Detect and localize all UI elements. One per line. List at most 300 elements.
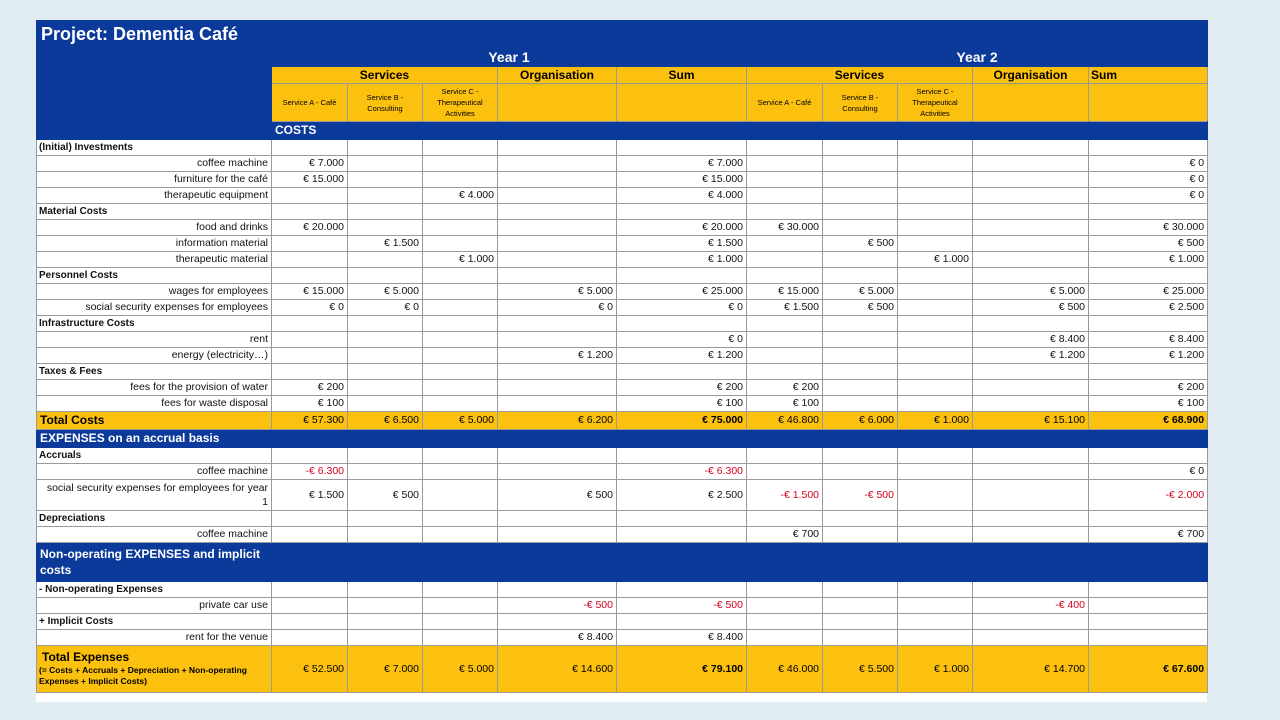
category-row <box>37 582 1208 598</box>
value-cell <box>498 220 617 236</box>
value-cell: € 0 <box>617 300 747 316</box>
value-cell: € 15.100 <box>973 412 1089 430</box>
table-row <box>37 630 1208 646</box>
value-cell: € 500 <box>1089 236 1208 252</box>
empty-cell <box>823 316 898 332</box>
value-cell <box>498 188 617 204</box>
value-cell <box>973 480 1089 511</box>
section-row <box>37 543 1208 582</box>
value-cell <box>423 598 498 614</box>
row-label: coffee machine <box>37 156 272 172</box>
value-cell <box>423 300 498 316</box>
empty-cell <box>348 511 423 527</box>
empty-cell <box>898 614 973 630</box>
empty-cell <box>423 364 498 380</box>
empty-cell <box>272 204 348 220</box>
value-cell: € 6.200 <box>498 412 617 430</box>
value-cell: € 75.000 <box>617 412 747 430</box>
empty-cell <box>1089 140 1208 156</box>
value-cell <box>272 252 348 268</box>
empty-cell <box>498 448 617 464</box>
value-cell <box>898 284 973 300</box>
row-label: coffee machine <box>37 527 272 543</box>
category-row <box>37 140 1208 156</box>
empty-cell <box>617 204 747 220</box>
section-fill <box>348 122 1208 140</box>
empty-cell <box>272 316 348 332</box>
value-cell <box>823 630 898 646</box>
empty-cell <box>898 316 973 332</box>
value-cell: -€ 400 <box>973 598 1089 614</box>
value-cell <box>747 172 823 188</box>
service-header <box>423 84 498 122</box>
category-label: Material Costs <box>37 204 272 220</box>
empty-cell <box>423 614 498 630</box>
service-header-line: Consulting <box>842 103 878 113</box>
row-label: therapeutic material <box>37 252 272 268</box>
value-cell <box>498 172 617 188</box>
value-cell: € 5.000 <box>498 284 617 300</box>
category-label: Depreciations <box>37 511 272 527</box>
empty-cell <box>823 204 898 220</box>
value-cell <box>1089 598 1208 614</box>
value-cell: € 8.400 <box>1089 332 1208 348</box>
empty-cell <box>1089 448 1208 464</box>
value-cell <box>272 188 348 204</box>
category-row <box>37 364 1208 380</box>
value-cell: € 6.000 <box>823 412 898 430</box>
empty-cell <box>898 364 973 380</box>
service-header-line: Activities <box>445 109 475 118</box>
value-cell <box>348 380 423 396</box>
row-label: energy (electricity…) <box>37 348 272 364</box>
section-title: COSTS <box>272 122 348 140</box>
value-cell: € 0 <box>272 300 348 316</box>
value-cell <box>747 252 823 268</box>
category-row <box>37 268 1208 284</box>
category-label: Personnel Costs <box>37 268 272 284</box>
value-cell <box>423 220 498 236</box>
value-cell <box>898 300 973 316</box>
empty-cell <box>898 582 973 598</box>
empty-cell <box>617 614 747 630</box>
value-cell: € 8.400 <box>617 630 747 646</box>
value-cell: € 5.000 <box>973 284 1089 300</box>
value-cell: € 1.500 <box>272 480 348 511</box>
value-cell: -€ 500 <box>617 598 747 614</box>
value-cell: € 8.400 <box>498 630 617 646</box>
empty-cell <box>898 268 973 284</box>
value-cell <box>423 630 498 646</box>
service-header-line: Service B - <box>841 92 879 102</box>
value-cell: € 700 <box>747 527 823 543</box>
row-label: food and drinks <box>37 220 272 236</box>
table-row <box>37 332 1208 348</box>
value-cell: € 46.800 <box>747 412 823 430</box>
value-cell: € 1.200 <box>617 348 747 364</box>
value-cell <box>973 630 1089 646</box>
value-cell: € 1.000 <box>898 252 973 268</box>
value-cell: € 1.000 <box>1089 252 1208 268</box>
value-cell <box>423 172 498 188</box>
empty-cell <box>617 511 747 527</box>
value-cell: € 100 <box>1089 396 1208 412</box>
empty-cell <box>617 448 747 464</box>
section-title: EXPENSES on an accrual basis <box>37 430 272 448</box>
organisation-header-y1: Organisation <box>498 67 617 84</box>
value-cell: -€ 2.000 <box>1089 480 1208 511</box>
value-cell <box>272 630 348 646</box>
value-cell: € 200 <box>747 380 823 396</box>
value-cell: € 15.000 <box>747 284 823 300</box>
value-cell <box>617 527 747 543</box>
value-cell: € 1.200 <box>973 348 1089 364</box>
services-header-y1: Services <box>272 67 498 84</box>
value-cell: € 46.000 <box>747 646 823 693</box>
empty-cell <box>747 511 823 527</box>
empty-cell <box>1089 582 1208 598</box>
value-cell <box>898 527 973 543</box>
empty-cell <box>747 204 823 220</box>
empty-cell <box>973 204 1089 220</box>
empty-cell <box>823 582 898 598</box>
value-cell: € 1.500 <box>617 236 747 252</box>
empty-cell <box>423 268 498 284</box>
organisation-header-y2: Organisation <box>973 67 1089 84</box>
empty-cell <box>898 448 973 464</box>
row-label: therapeutic equipment <box>37 188 272 204</box>
value-cell <box>898 188 973 204</box>
value-cell: € 68.900 <box>1089 412 1208 430</box>
value-cell: € 1.000 <box>617 252 747 268</box>
value-cell <box>272 236 348 252</box>
empty-cell <box>498 511 617 527</box>
value-cell: -€ 1.500 <box>747 480 823 511</box>
section-row <box>37 430 1208 448</box>
value-cell <box>747 156 823 172</box>
value-cell: € 100 <box>272 396 348 412</box>
empty-cell <box>272 448 348 464</box>
service-header-line: Therapeutical <box>437 98 483 107</box>
value-cell <box>973 396 1089 412</box>
table-row <box>37 284 1208 300</box>
sum-header-y2: Sum <box>1089 67 1208 84</box>
value-cell: -€ 6.300 <box>617 464 747 480</box>
empty-cell <box>1089 614 1208 630</box>
empty-cell <box>498 316 617 332</box>
value-cell: € 14.600 <box>498 646 617 693</box>
section-fill <box>272 543 1208 582</box>
empty-cell <box>617 582 747 598</box>
value-cell <box>348 348 423 364</box>
value-cell: € 1.200 <box>1089 348 1208 364</box>
empty-cell <box>348 204 423 220</box>
value-cell: € 700 <box>1089 527 1208 543</box>
value-cell <box>423 380 498 396</box>
value-cell: € 0 <box>348 300 423 316</box>
empty-cell <box>973 140 1089 156</box>
value-cell <box>348 220 423 236</box>
value-cell: € 0 <box>498 300 617 316</box>
value-cell: € 200 <box>1089 380 1208 396</box>
total-costs-label: Total Costs <box>37 412 272 430</box>
table-row <box>37 252 1208 268</box>
value-cell <box>423 332 498 348</box>
service-header-line: Consulting <box>367 103 403 113</box>
services-header-y2: Services <box>747 67 973 84</box>
empty-cell <box>272 614 348 630</box>
service-header-line: Service A - Café <box>282 98 337 107</box>
service-header <box>747 84 823 122</box>
value-cell <box>747 332 823 348</box>
empty-cell <box>498 268 617 284</box>
empty-cell <box>898 511 973 527</box>
value-cell <box>747 348 823 364</box>
value-cell: € 200 <box>617 380 747 396</box>
value-cell: € 20.000 <box>617 220 747 236</box>
row-label: fees for the provision of water <box>37 380 272 396</box>
value-cell <box>348 527 423 543</box>
empty-cell <box>747 582 823 598</box>
empty-cell <box>423 140 498 156</box>
total-expenses-formula: (= Costs + Accruals + Depreciation + Non-operating Expenses + Implicit Costs) <box>39 664 247 686</box>
value-cell <box>973 380 1089 396</box>
year-1-header: Year 1 <box>272 48 747 67</box>
value-cell <box>498 236 617 252</box>
empty-cell <box>1089 364 1208 380</box>
value-cell <box>823 252 898 268</box>
empty-cell <box>272 140 348 156</box>
row-label: private car use <box>37 598 272 614</box>
category-row <box>37 511 1208 527</box>
value-cell <box>747 464 823 480</box>
value-cell: € 67.600 <box>1089 646 1208 693</box>
table-row <box>37 220 1208 236</box>
value-cell <box>898 156 973 172</box>
value-cell <box>898 220 973 236</box>
total-expenses-row <box>37 646 1208 693</box>
value-cell <box>348 172 423 188</box>
value-cell: € 14.700 <box>973 646 1089 693</box>
empty-cell <box>423 204 498 220</box>
value-cell <box>973 252 1089 268</box>
table-row <box>37 396 1208 412</box>
value-cell <box>272 598 348 614</box>
value-cell: € 100 <box>747 396 823 412</box>
value-cell: € 20.000 <box>272 220 348 236</box>
empty-cell <box>498 614 617 630</box>
value-cell <box>348 630 423 646</box>
value-cell: € 5.000 <box>348 284 423 300</box>
value-cell <box>973 220 1089 236</box>
value-cell: € 1.000 <box>898 646 973 693</box>
value-cell <box>973 236 1089 252</box>
value-cell <box>498 332 617 348</box>
empty-cell <box>1089 268 1208 284</box>
empty-cell <box>898 204 973 220</box>
empty-cell <box>498 364 617 380</box>
value-cell: € 5.000 <box>823 284 898 300</box>
value-cell: € 1.200 <box>498 348 617 364</box>
empty-cell <box>823 268 898 284</box>
value-cell: € 15.000 <box>272 172 348 188</box>
value-cell: € 52.500 <box>272 646 348 693</box>
service-header-line: Service C - <box>441 87 479 96</box>
value-cell <box>348 464 423 480</box>
value-cell <box>423 348 498 364</box>
value-cell <box>823 380 898 396</box>
empty-cell <box>898 140 973 156</box>
value-cell: € 25.000 <box>1089 284 1208 300</box>
category-label: Taxes & Fees <box>37 364 272 380</box>
service-header-line: Service C - <box>916 87 954 96</box>
value-cell <box>498 380 617 396</box>
empty-cell <box>973 268 1089 284</box>
value-cell <box>498 396 617 412</box>
row-label: furniture for the café <box>37 172 272 188</box>
service-header-line: Activities <box>920 109 950 118</box>
empty-cell <box>823 140 898 156</box>
empty-cell <box>747 140 823 156</box>
value-cell <box>898 172 973 188</box>
organisation-subheader <box>498 84 617 122</box>
row-label: wages for employees <box>37 284 272 300</box>
total-costs-row <box>37 412 1208 430</box>
value-cell: -€ 500 <box>498 598 617 614</box>
empty-cell <box>1089 204 1208 220</box>
value-cell <box>898 598 973 614</box>
empty-cell <box>823 614 898 630</box>
value-cell: € 500 <box>823 236 898 252</box>
table-row <box>37 156 1208 172</box>
section-title: Non-operating EXPENSES and implicit costs <box>37 543 272 582</box>
value-cell <box>348 396 423 412</box>
empty-cell <box>617 364 747 380</box>
value-cell <box>423 527 498 543</box>
value-cell <box>423 236 498 252</box>
empty-cell <box>348 582 423 598</box>
value-cell <box>898 480 973 511</box>
value-cell: € 30.000 <box>1089 220 1208 236</box>
project-title: Project: Dementia Café <box>37 21 1208 48</box>
row-label: rent for the venue <box>37 630 272 646</box>
value-cell <box>823 396 898 412</box>
value-cell: € 7.000 <box>348 646 423 693</box>
row-label: social security expenses for employees for year 1 <box>37 480 272 511</box>
empty-cell <box>498 582 617 598</box>
value-cell <box>348 252 423 268</box>
table-row <box>37 236 1208 252</box>
value-cell <box>898 236 973 252</box>
value-cell <box>823 348 898 364</box>
empty-cell <box>423 448 498 464</box>
value-cell <box>272 348 348 364</box>
value-cell <box>498 464 617 480</box>
sum-subheader <box>1089 84 1208 122</box>
value-cell <box>272 332 348 348</box>
value-cell: € 2.500 <box>617 480 747 511</box>
value-cell: € 1.000 <box>898 412 973 430</box>
category-label: - Non-operating Expenses <box>37 582 272 598</box>
value-cell: € 5.000 <box>423 646 498 693</box>
value-cell <box>823 172 898 188</box>
empty-cell <box>348 614 423 630</box>
value-cell: € 500 <box>498 480 617 511</box>
value-cell: -€ 500 <box>823 480 898 511</box>
empty-cell <box>973 511 1089 527</box>
value-cell <box>747 188 823 204</box>
value-cell <box>973 188 1089 204</box>
empty-cell <box>973 364 1089 380</box>
row-label: social security expenses for employees <box>37 300 272 316</box>
value-cell <box>423 284 498 300</box>
header-corner <box>37 48 272 140</box>
spreadsheet <box>36 20 1207 702</box>
empty-cell <box>973 448 1089 464</box>
value-cell: € 500 <box>823 300 898 316</box>
empty-cell <box>747 364 823 380</box>
category-label: (Initial) Investments <box>37 140 272 156</box>
value-cell <box>423 156 498 172</box>
value-cell: € 30.000 <box>747 220 823 236</box>
row-label: information material <box>37 236 272 252</box>
total-expenses-label <box>37 646 272 693</box>
year-row <box>37 48 1208 67</box>
table-row <box>37 172 1208 188</box>
value-cell: € 6.500 <box>348 412 423 430</box>
value-cell: € 8.400 <box>973 332 1089 348</box>
empty-cell <box>747 614 823 630</box>
empty-cell <box>617 316 747 332</box>
empty-cell <box>423 316 498 332</box>
service-header <box>348 84 423 122</box>
category-row <box>37 448 1208 464</box>
value-cell <box>898 380 973 396</box>
value-cell: € 25.000 <box>617 284 747 300</box>
empty-cell <box>747 316 823 332</box>
value-cell <box>348 188 423 204</box>
value-cell <box>823 156 898 172</box>
section-fill <box>272 430 1208 448</box>
value-cell <box>747 630 823 646</box>
category-label: Infrastructure Costs <box>37 316 272 332</box>
row-label: rent <box>37 332 272 348</box>
service-header-line: Service B - <box>366 92 404 102</box>
empty-cell <box>423 511 498 527</box>
table-row <box>37 348 1208 364</box>
category-label: + Implicit Costs <box>37 614 272 630</box>
category-row <box>37 614 1208 630</box>
value-cell <box>348 332 423 348</box>
value-cell <box>1089 630 1208 646</box>
empty-cell <box>498 204 617 220</box>
service-header <box>823 84 898 122</box>
value-cell: € 1.500 <box>348 236 423 252</box>
value-cell <box>348 598 423 614</box>
value-cell <box>973 527 1089 543</box>
value-cell: € 2.500 <box>1089 300 1208 316</box>
empty-cell <box>617 140 747 156</box>
value-cell <box>973 464 1089 480</box>
total-expenses-title: Total Expenses <box>42 649 130 664</box>
value-cell: € 100 <box>617 396 747 412</box>
service-header <box>272 84 348 122</box>
empty-cell <box>348 364 423 380</box>
value-cell: € 15.000 <box>617 172 747 188</box>
empty-cell <box>272 268 348 284</box>
empty-cell <box>617 268 747 284</box>
value-cell <box>498 252 617 268</box>
